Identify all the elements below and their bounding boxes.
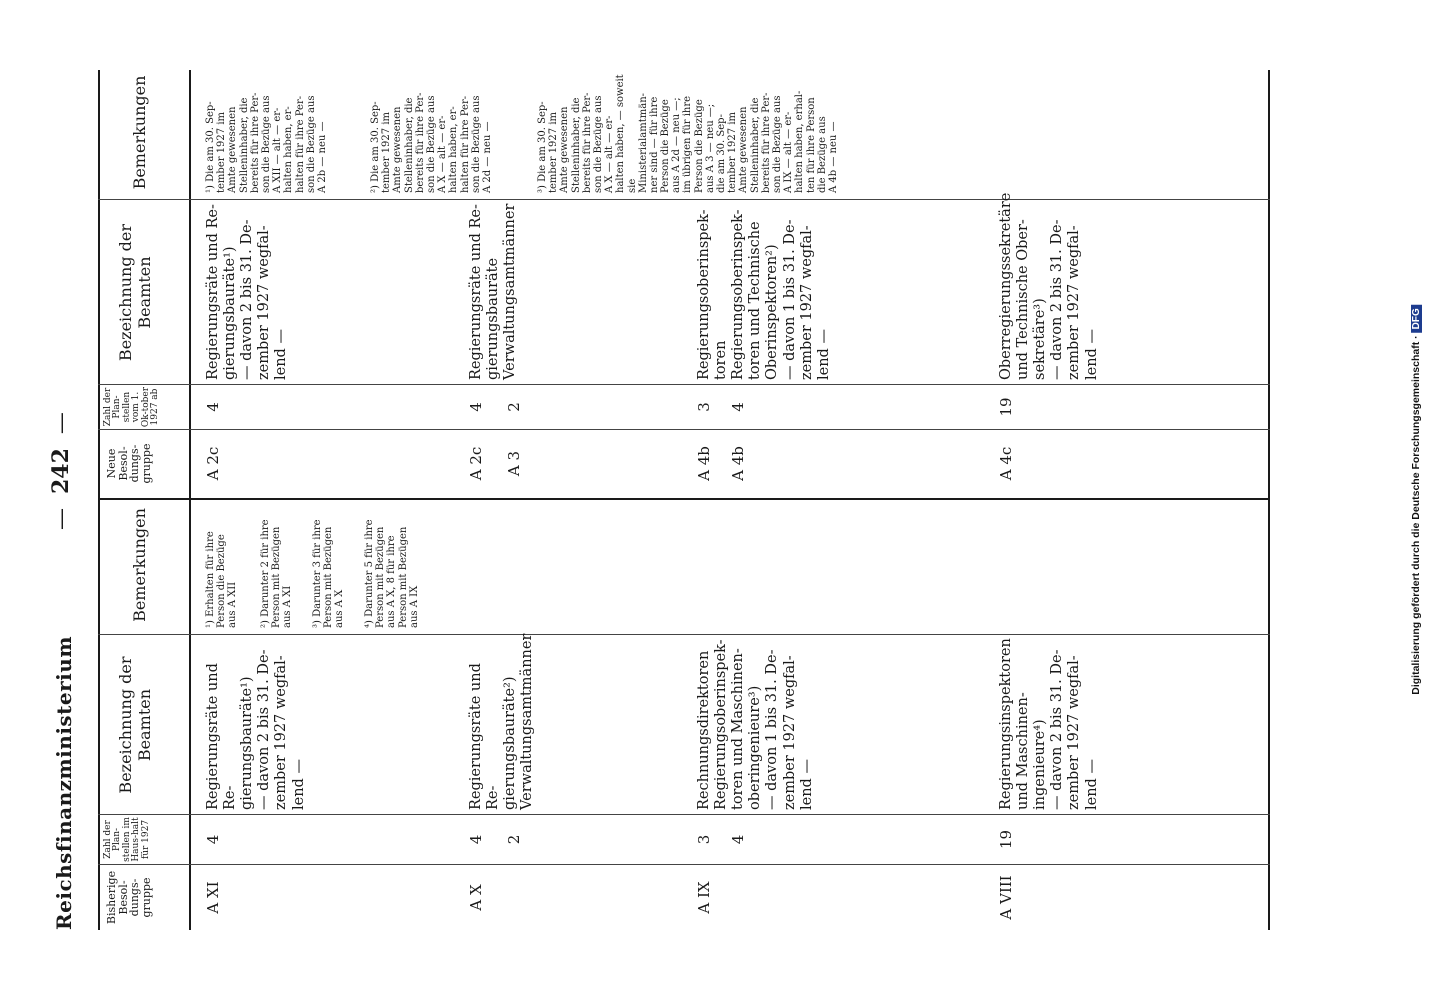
count-cell: 4 xyxy=(204,402,222,412)
count-cell: 2 xyxy=(505,402,523,412)
count-cell: 3 xyxy=(695,834,713,845)
new-group-cell: A 2c xyxy=(467,446,485,481)
page-number: 242 xyxy=(48,448,74,494)
page-number-line: — 242 — xyxy=(48,412,74,530)
header-old-group: Bisherige Besol-dungs-gruppe xyxy=(105,870,153,925)
old-group-cell: A IX xyxy=(695,881,713,914)
count-cell: 19 xyxy=(997,397,1015,417)
middle-divider xyxy=(98,498,1270,500)
header-officials-left: Bezeichnung der Beamten xyxy=(116,656,155,794)
count-cell: 4 xyxy=(729,402,747,412)
footnote-left: ⁴) Darunter 5 für ihre Person mit Bezügen aus A X, 8 für ihre Person mit Bezügen aus A IX xyxy=(364,519,420,628)
old-group-cell: A XI xyxy=(204,881,222,914)
header-posts-1927: Zahl der Plan-stellen im Haus-halt für 1927 xyxy=(103,817,151,862)
col-sep xyxy=(98,864,1270,865)
new-group-cell: A 3 xyxy=(505,450,523,477)
header-posts-oct: Zahl der Plan-stellen vom 1. Ok-tober 1927 ab xyxy=(103,386,161,428)
new-group-cell: A 4b xyxy=(729,446,747,481)
footnote-left: ³) Darunter 3 für ihre Person mit Bezügen aus A X xyxy=(312,519,346,628)
official-desc: Regierungsräte und Re- gierungsbauräte¹) — davon 2 bis 31. De- zember 1927 wegfal- lend — xyxy=(205,204,290,380)
header-new-group: Neue Besol-dungs-gruppe xyxy=(105,443,153,484)
digitization-credit xyxy=(1410,305,1422,695)
footnote-right: ²) Die am 30. Sep- tember 1927 im Amte gewesenen Stelleninhaber, die bereits für ihre Per- son die Bezüge aus A X — alt — er- halten haben, er- halten für ihre Per- son die Bezüge aus A 2d — neu — xyxy=(370,92,493,193)
footnote-right: ¹) Die am 30. Sep- tember 1927 im Amte gewesenen Stelleninhaber, die bereits für ihre Per- son die Bezüge aus A XII — alt — er- halten haben, er- halten für ihre Per- son die Bezüge aus A 2b — neu — xyxy=(205,92,328,193)
old-group-cell: A VIII xyxy=(997,875,1015,920)
header-officials-right: Bezeichnung der Beamten xyxy=(116,223,155,362)
col-sep xyxy=(98,384,1270,385)
count-cell: 4 xyxy=(467,402,485,412)
new-group-cell: A 2c xyxy=(204,446,222,481)
official-desc: Regierungsoberinspek- toren Regierungsoberinspek- toren und Technische Oberinspektoren²) — davon 1 bis 31. De- zember 1927 wegfal- lend — xyxy=(696,209,832,380)
old-group-cell: A X xyxy=(467,884,485,911)
count-cell: 4 xyxy=(729,834,747,845)
count-cell: 19 xyxy=(997,829,1015,850)
header-remarks-right: Bemerkungen xyxy=(130,75,149,190)
official-desc: Regierungsräte und Re- gierungsbauräte Verwaltungsamtmänner xyxy=(468,203,519,380)
footnote-left: ²) Darunter 2 für ihre Person mit Bezügen aus A XI xyxy=(260,519,294,628)
dfg-logo: DFG xyxy=(1411,305,1422,332)
col-sep xyxy=(98,814,1270,815)
ministry-title: Reichsfinanzministerium xyxy=(52,636,76,930)
new-group-cell: A 4c xyxy=(997,446,1015,481)
col-sep xyxy=(98,429,1270,430)
count-cell: 4 xyxy=(467,834,485,845)
official-desc: Regierungsinspektoren und Maschinen- ingenieure⁴) — davon 2 bis 31. De- zember 1927 wegfal- lend — xyxy=(998,638,1100,810)
header-remarks-left: Bemerkungen xyxy=(130,508,149,622)
official-desc: Regierungsräte und Re- gierungsbauräte²) Verwaltungsamtmänner xyxy=(468,633,536,810)
footnote-right: ³) Die am 30. Sep- tember 1927 im Amte gewesenen Stelleninhaber, die bereits für ihre Per- son die Bezüge aus A X — alt — er- halten haben, — soweit sie Ministerialamtmän- ner sind — für ihre Person die Bezüge aus A 2d — neu —; im übrigen für ihre Person die Bezüge aus A 3 — neu —; die am 30. Sep- tember 1927 im Amte gewesenen Stelleninhaber, die bereits für ihre Per- son die Bezüge aus A IX — alt — er- halten haben, erhal- ten für ihre Person die Bezüge aus A 4b — neu — xyxy=(537,74,839,193)
footnote-left: ¹) Erhalten für ihre Person die Bezüge aus A XII xyxy=(205,531,239,628)
credit-text: Digitalisierung gefördert durch die Deutsche Forschungsgemeinschaft · xyxy=(1410,335,1422,695)
count-cell: 2 xyxy=(505,834,523,845)
official-desc: Oberregierungssekretäre und Technische Ober- sekretäre³) — davon 2 bis 31. De- zember 1927 wegfal- lend — xyxy=(998,192,1100,380)
new-group-cell: A 4b xyxy=(695,446,713,481)
official-desc: Rechnungsdirektoren Regierungsoberinspek- toren und Maschinen- oberingenieure³) — davon 1 bis 31. De- zember 1927 wegfal- lend — xyxy=(696,639,815,810)
count-cell: 3 xyxy=(695,402,713,412)
official-desc: Regierungsräte und Re- gierungsbauräte¹) — davon 2 bis 31. De- zember 1927 wegfal- lend — xyxy=(205,649,307,810)
count-cell: 4 xyxy=(204,834,222,845)
